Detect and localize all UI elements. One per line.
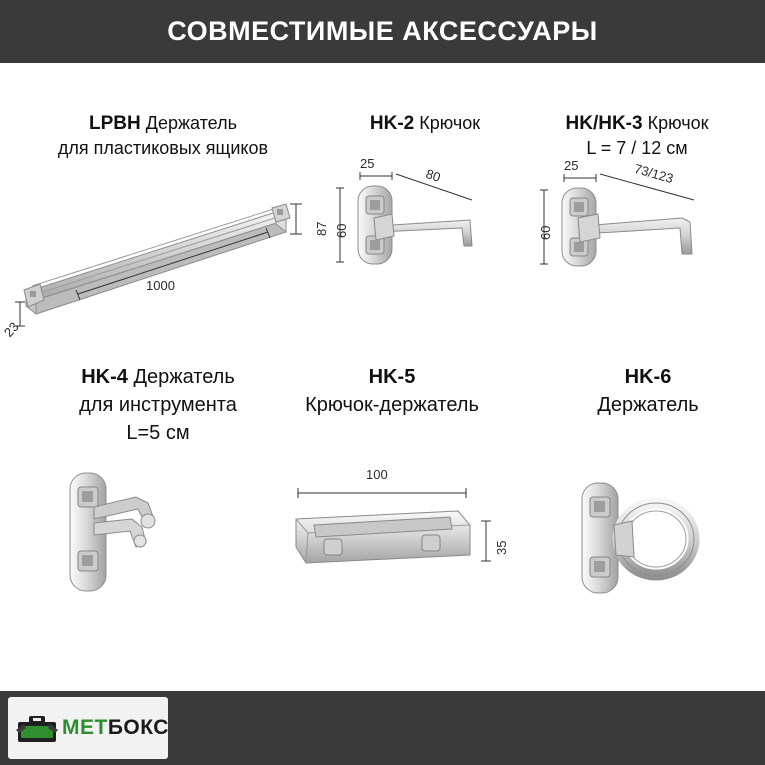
dimension-35: 35 xyxy=(494,540,509,555)
item-drawing-lpbh xyxy=(0,174,329,344)
brand-name-part1: МЕТ xyxy=(62,716,108,739)
header-bar xyxy=(0,0,765,63)
accessory-item-hk6 xyxy=(548,363,748,637)
hk4-illustration xyxy=(8,463,308,613)
item-caption xyxy=(18,111,308,160)
item-name: Держатель xyxy=(133,366,235,388)
lpbh-illustration xyxy=(18,174,308,344)
accessory-item-hk3 xyxy=(532,111,742,342)
hk6-illustration xyxy=(548,477,748,607)
item-caption xyxy=(330,111,520,136)
item-code: HK/HK-3 xyxy=(565,113,643,134)
footer-bar xyxy=(0,691,765,765)
item-name: Держатель xyxy=(597,394,699,416)
item-name: Крючок xyxy=(419,113,481,133)
item-caption xyxy=(532,111,742,160)
brand-name xyxy=(62,716,169,740)
item-code: HK-6 xyxy=(624,366,672,388)
brand-name-part2: БОКС xyxy=(107,716,169,739)
brand-logo xyxy=(8,697,168,759)
hk5-illustration xyxy=(272,477,512,607)
item-drawing-hk6 xyxy=(548,477,748,637)
item-code: LPBH xyxy=(89,113,141,134)
item-drawing-hk4 xyxy=(8,463,308,623)
dimension-25: 25 xyxy=(564,158,579,173)
item-caption xyxy=(8,363,308,447)
dimension-1000: 1000 xyxy=(146,278,175,293)
dimension-87: 87 xyxy=(314,221,329,236)
item-caption xyxy=(548,363,748,419)
item-drawing-hk3 xyxy=(532,158,742,342)
item-name-3: L=5 см xyxy=(126,422,190,444)
item-code: HK-2 xyxy=(369,113,415,134)
item-name-2: L = 7 / 12 см xyxy=(586,138,688,158)
item-name: Держатель xyxy=(145,113,237,133)
accessory-item-hk5 xyxy=(272,363,512,637)
item-name-2: для пластиковых ящиков xyxy=(57,138,269,158)
dimension-60: 60 xyxy=(334,223,349,238)
dimension-60: 60 xyxy=(538,225,553,240)
item-code: HK-4 xyxy=(81,366,128,388)
page-title: СОВМЕСТИМЫЕ АКСЕССУАРЫ xyxy=(167,16,598,46)
item-drawing-hk2 xyxy=(330,156,520,340)
dimension-80: 80 xyxy=(423,166,443,185)
accessory-item-hk4 xyxy=(8,363,308,623)
item-drawing-hk5 xyxy=(272,467,512,637)
item-name-2: для инструмента xyxy=(79,394,237,416)
item-code: HK-5 xyxy=(368,366,416,388)
item-caption xyxy=(272,363,512,419)
dimension-23: 23 xyxy=(0,319,22,340)
item-name: Крючок xyxy=(647,113,709,133)
accessory-item-lpbh xyxy=(0,111,329,344)
dimension-25: 25 xyxy=(360,156,375,171)
accessories-grid xyxy=(0,63,765,691)
accessory-item-hk2 xyxy=(330,111,520,340)
item-name: Крючок-держатель xyxy=(305,394,479,416)
toolbox-icon xyxy=(14,708,60,748)
hk3-illustration xyxy=(532,172,742,312)
dimension-73-123: 73/123 xyxy=(632,160,676,187)
dimension-100: 100 xyxy=(366,467,388,482)
toolbox-icon-svg xyxy=(14,708,60,748)
hk2-illustration xyxy=(330,170,520,310)
